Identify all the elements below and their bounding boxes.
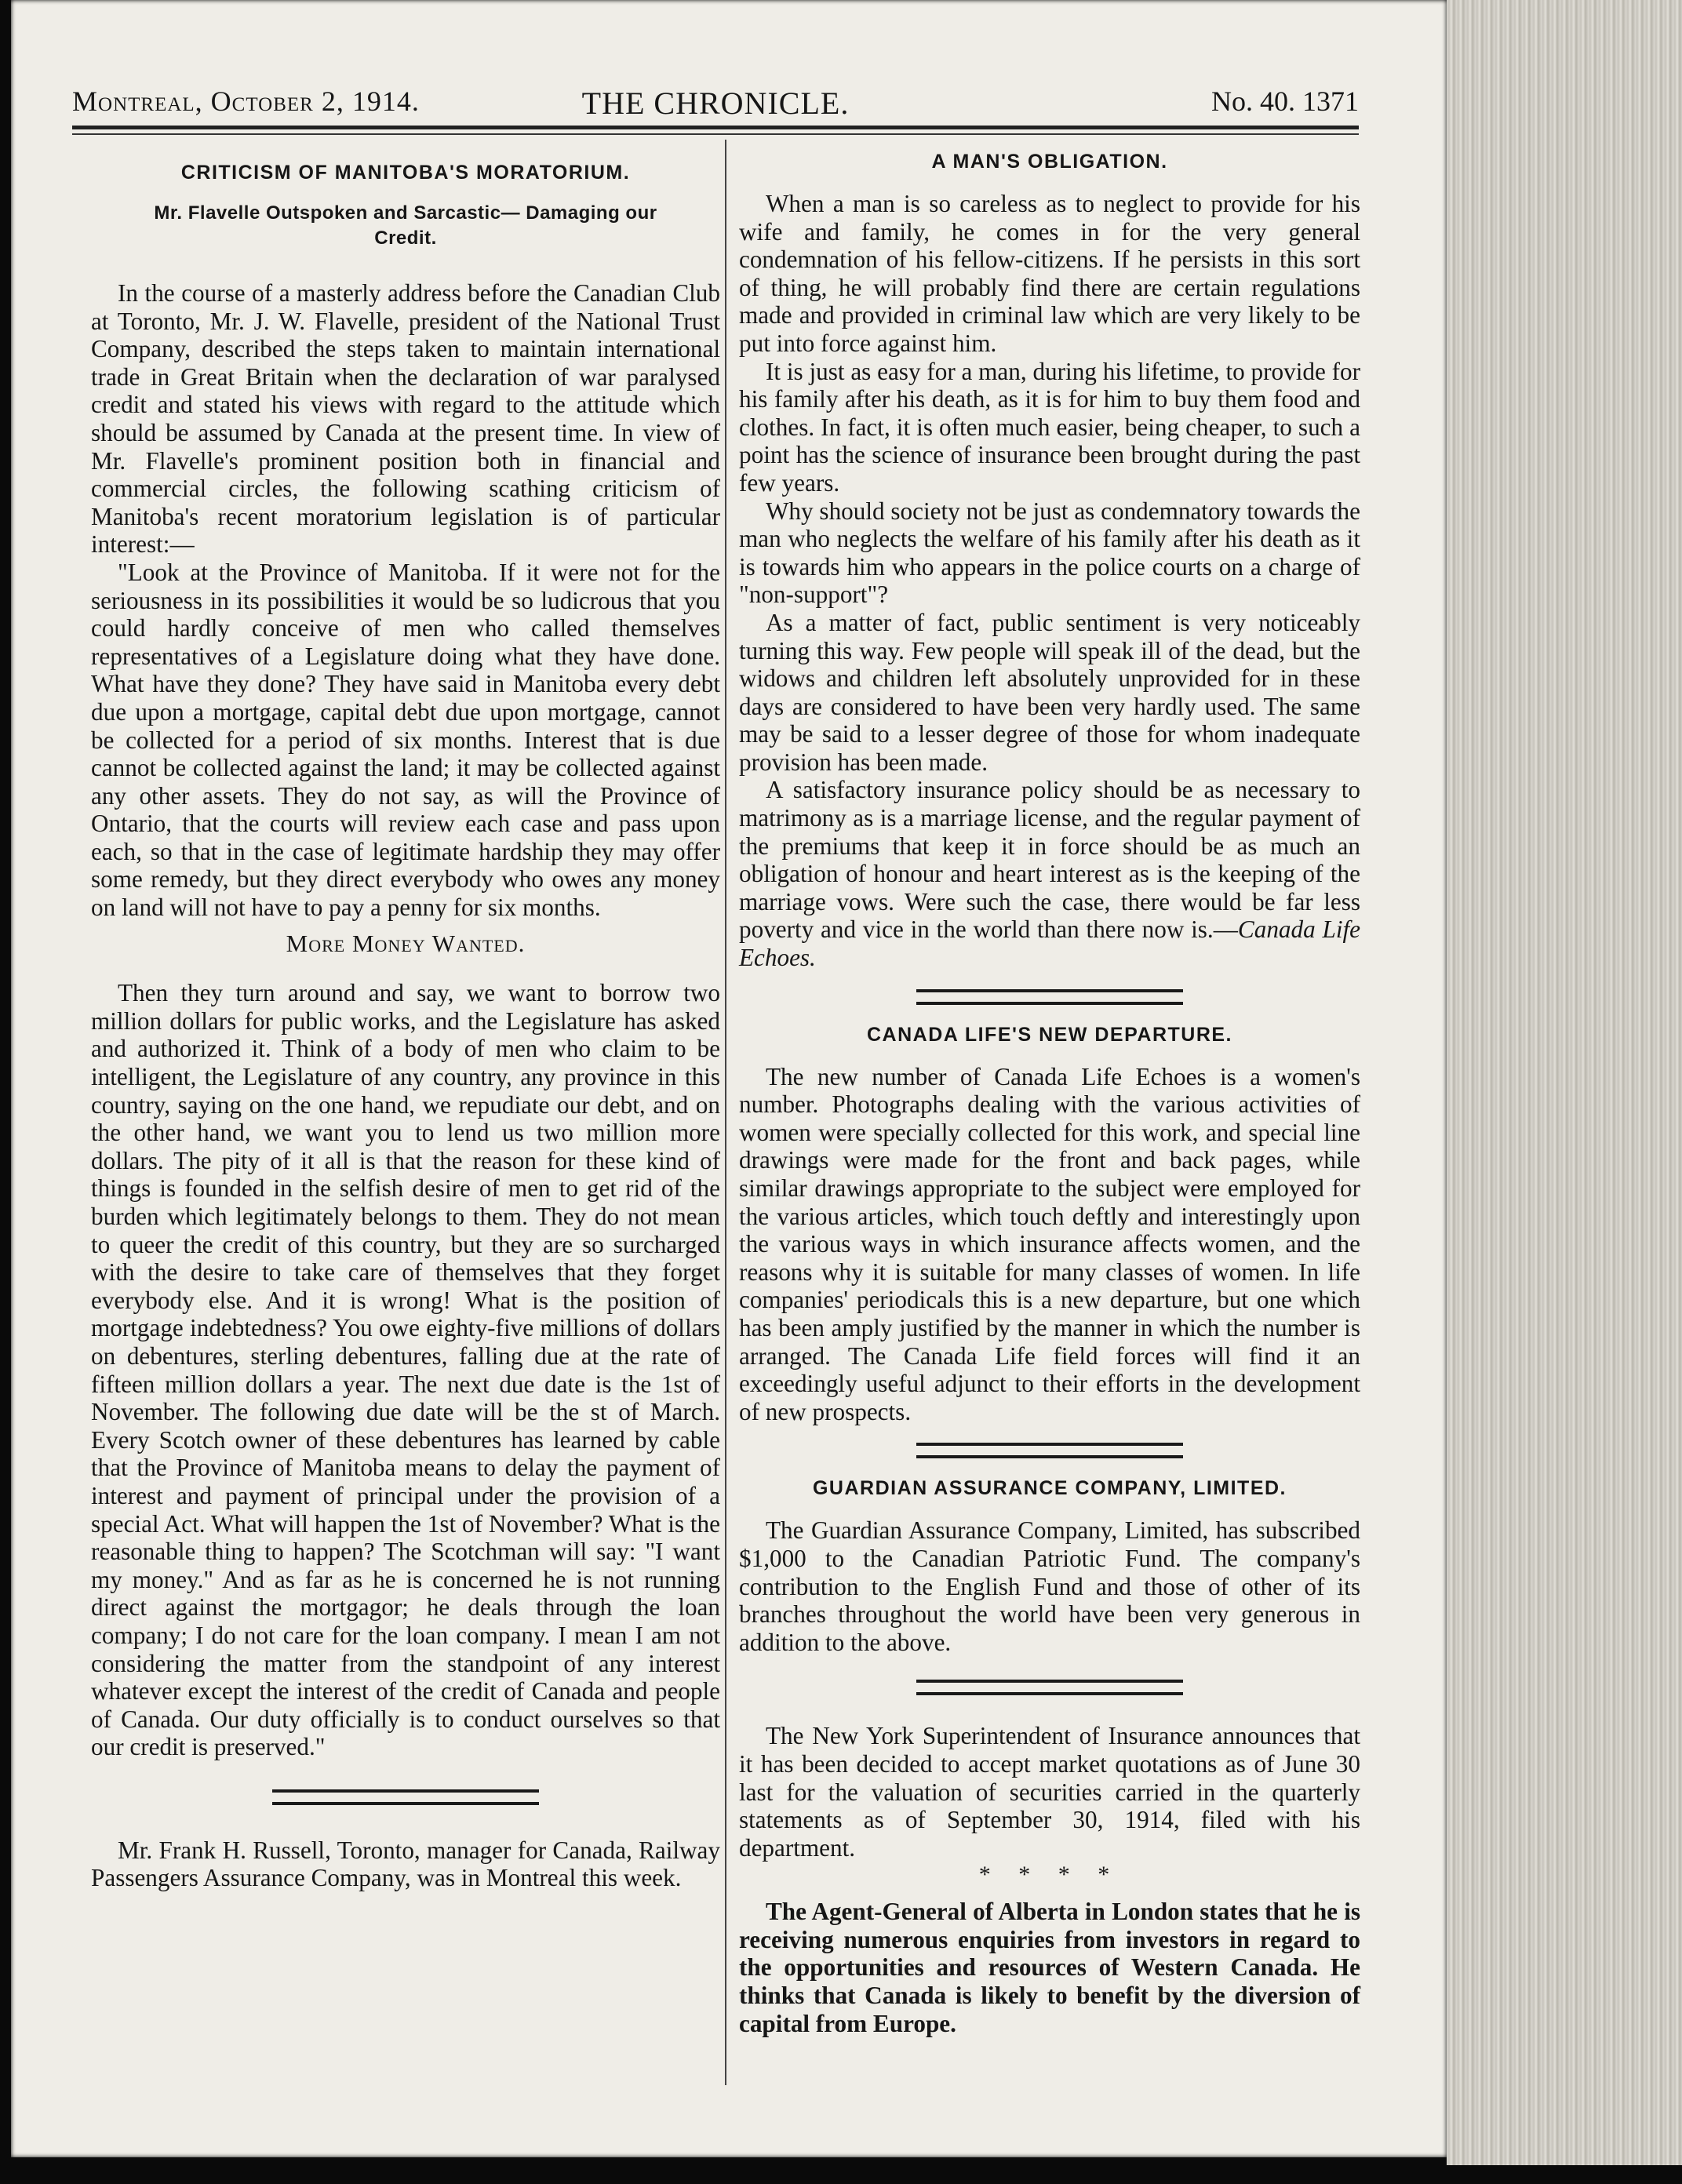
russell-notice: Mr. Frank H. Russell, Toronto, manager for Canada, Railway Passengers Assurance Company, was in Montreal this week. xyxy=(91,1836,720,1892)
header-issue-page: No. 40. 1371 xyxy=(1211,86,1359,117)
header-dateline: Montreal, October 2, 1914. xyxy=(72,86,420,117)
moratorium-para-2: "Look at the Province of Manitoba. If it were not for the seriousness in its possibilities it would be so ludicrous that you could hardly conceive of men who called themselves representatives of a Legislature doing what they have done. What have they done? They have said in Manitoba every debt due upon a mortgage, capital debt due upon mortgage, cannot be collected for a period of six months. Interest that is due cannot be collected against the land; it may be collected against any other assets. They do not say, as will the Province of Ontario, that the courts will review each case and pass upon each, so that in the case of legitimate hardship they may offer some remedy, but they direct everybody who owes any money on land will not have to pay a penny for six months. xyxy=(91,558,720,922)
page-edges xyxy=(1447,0,1682,2165)
alberta-agent-para: The Agent-General of Alberta in London states that he is receiving numerous enquiries from investors in regard to the opportunities and resources of Western Canada. He thinks that Canada is likely to benefit by the diversion of capital from Europe. xyxy=(739,1898,1360,2037)
article-subtitle-moratorium: Mr. Flavelle Outspoken and Sarcastic— Damaging our Credit. xyxy=(154,202,657,249)
article-separator xyxy=(916,1680,1183,1695)
article-title-canada-life: CANADA LIFE'S NEW DEPARTURE. xyxy=(867,1023,1232,1046)
section-stars: * * * * xyxy=(978,1862,1121,1888)
obligation-source: Canada Life Echoes. xyxy=(739,915,1360,972)
column-divider xyxy=(725,140,726,2085)
obligation-para-5-text: A satisfactory insurance policy should be as necessary to matrimony as is a marriage license, and the regular payment of the premiums that keep it in force should be as much an obligation of honour and heart interest as is the keeping of the marriage vows. Were such the case, there would be far less poverty and vice in the world than there now is.— xyxy=(739,776,1360,944)
article-title-moratorium: CRITICISM OF MANITOBA'S MORATORIUM. xyxy=(180,162,631,184)
left-column xyxy=(91,149,720,1892)
article-separator xyxy=(916,989,1183,1005)
header-rule-thin xyxy=(72,133,1359,135)
article-separator xyxy=(272,1789,539,1805)
canada-life-para: The new number of Canada Life Echoes is a women's number. Photographs dealing with the various activities of women were specially collected for this work, and special line drawings were made for the front and back pages, while similar drawings appropriate to the subject were employed for the various articles, which touch deftly and interestingly upon the various ways in which insurance affects women, and the reasons why it is suitable for many classes of women. In life companies' periodicals this is a new departure, but one which has been amply justified by the manner in which the number is arranged. The Canada Life field forces will find it an exceedingly useful adjunct to their efforts in the development of new prospects. xyxy=(739,1062,1360,1425)
right-column xyxy=(739,149,1360,2037)
header-rule-thick xyxy=(72,126,1359,129)
article-title-guardian: GUARDIAN ASSURANCE COMPANY, LIMITED. xyxy=(812,1477,1287,1500)
guardian-para: The Guardian Assurance Company, Limited, has subscribed $1,000 to the Canadian Patriotic Fund. The company's contribution to the English Fund and those of other of its branches throughout the world have been very generous in addition to the above. xyxy=(739,1516,1360,1656)
moratorium-para-1: In the course of a masterly address before the Canadian Club at Toronto, Mr. J. W. Flavelle, president of the National Trust Company, described the steps taken to maintain international trade in Great Britain when the declaration of war paralysed credit and stated his views with regard to the attitude which should be assumed by Canada at the present time. In view of Mr. Flavelle's prominent position both in financial and commercial circles, the following scathing criticism of Manitoba's recent moratorium legislation is of particular interest:— xyxy=(91,279,720,559)
article-title-obligation: A MAN'S OBLIGATION. xyxy=(931,151,1168,173)
header-masthead: THE CHRONICLE. xyxy=(581,86,850,121)
moratorium-para-3: Then they turn around and say, we want to borrow two million dollars for public works, and the Legislature has asked and authorized it. Think of a body of men who claim to be intelligent, the Legislature of any country, any province in this country, saying on the one hand, we repudiate our debt, and on the other hand, we want you to lend us two million more dollars. The pity of it all is that the reason for these kind of things is founded in the selfish desire of men to get rid of the burden which legitimately belongs to them. They do not mean to queer the credit of this country, but they are so surcharged with the desire to take care of themselves that they forget everybody else. And it is wrong! What is the position of mortgage indebtedness? You owe eighty-five millions of dollars on debentures, sterling debentures, falling due at the rate of fifteen million dollars a year. The next due date is the 1st of November. The following due date will be the st of March. Every Scotch owner of these debentures has learned by cable that the Province of Manitoba means to delay the payment of interest and payment of principal under the provision of a special Act. What will happen the 1st of November? What is the reasonable thing to happen? The Scotchman will say: "I want my money." And as far as he is concerned he is not running direct against the mortgagor; he deals through the loan company; I do not care for the loan company. I mean I am not considering the matter from the standpoint of any interest whatever except the interest of the credit of Canada and people of Canada. Our duty officially is to conduct ourselves so that our credit is preserved." xyxy=(91,979,720,1761)
obligation-para-2: It is just as easy for a man, during his lifetime, to provide for his family after his death, as it is for him to buy them food and clothes. In fact, it is often much easier, being cheaper, to such a point has the science of insurance been brought during the past few years. xyxy=(739,357,1360,497)
obligation-para-1: When a man is so careless as to neglect to provide for his wife and family, he comes in for the very general condemnation of his fellow-citizens. If he persists in this sort of thing, he will probably find there are certain regulations made and provided in criminal law which are very likely to be put into force against him. xyxy=(739,190,1360,357)
obligation-para-5 xyxy=(739,776,1360,971)
obligation-para-4: As a matter of fact, public sentiment is very noticeably turning this way. Few people will speak ill of the dead, but the widows and children left absolutely unprovided for in these days are considered to have been very hardly used. The same may be said to a lesser degree of those for whom inadequate provision has been made. xyxy=(739,608,1360,776)
obligation-para-3: Why should society not be just as condemnatory towards the man who neglects the welfare of his family after his death as it is towards him who appears in the police courts on a charge of "non-support"? xyxy=(739,497,1360,609)
section-head-more-money: More Money Wanted. xyxy=(286,929,526,957)
article-separator xyxy=(916,1443,1183,1458)
new-york-superintendent-para: The New York Superintendent of Insurance announces that it has been decided to accept market quotations as of June 30 last for the valuation of securities carried in the quarterly statements as of September 30, 1914, filed with his department. xyxy=(739,1722,1360,1862)
page-header xyxy=(72,85,1359,126)
